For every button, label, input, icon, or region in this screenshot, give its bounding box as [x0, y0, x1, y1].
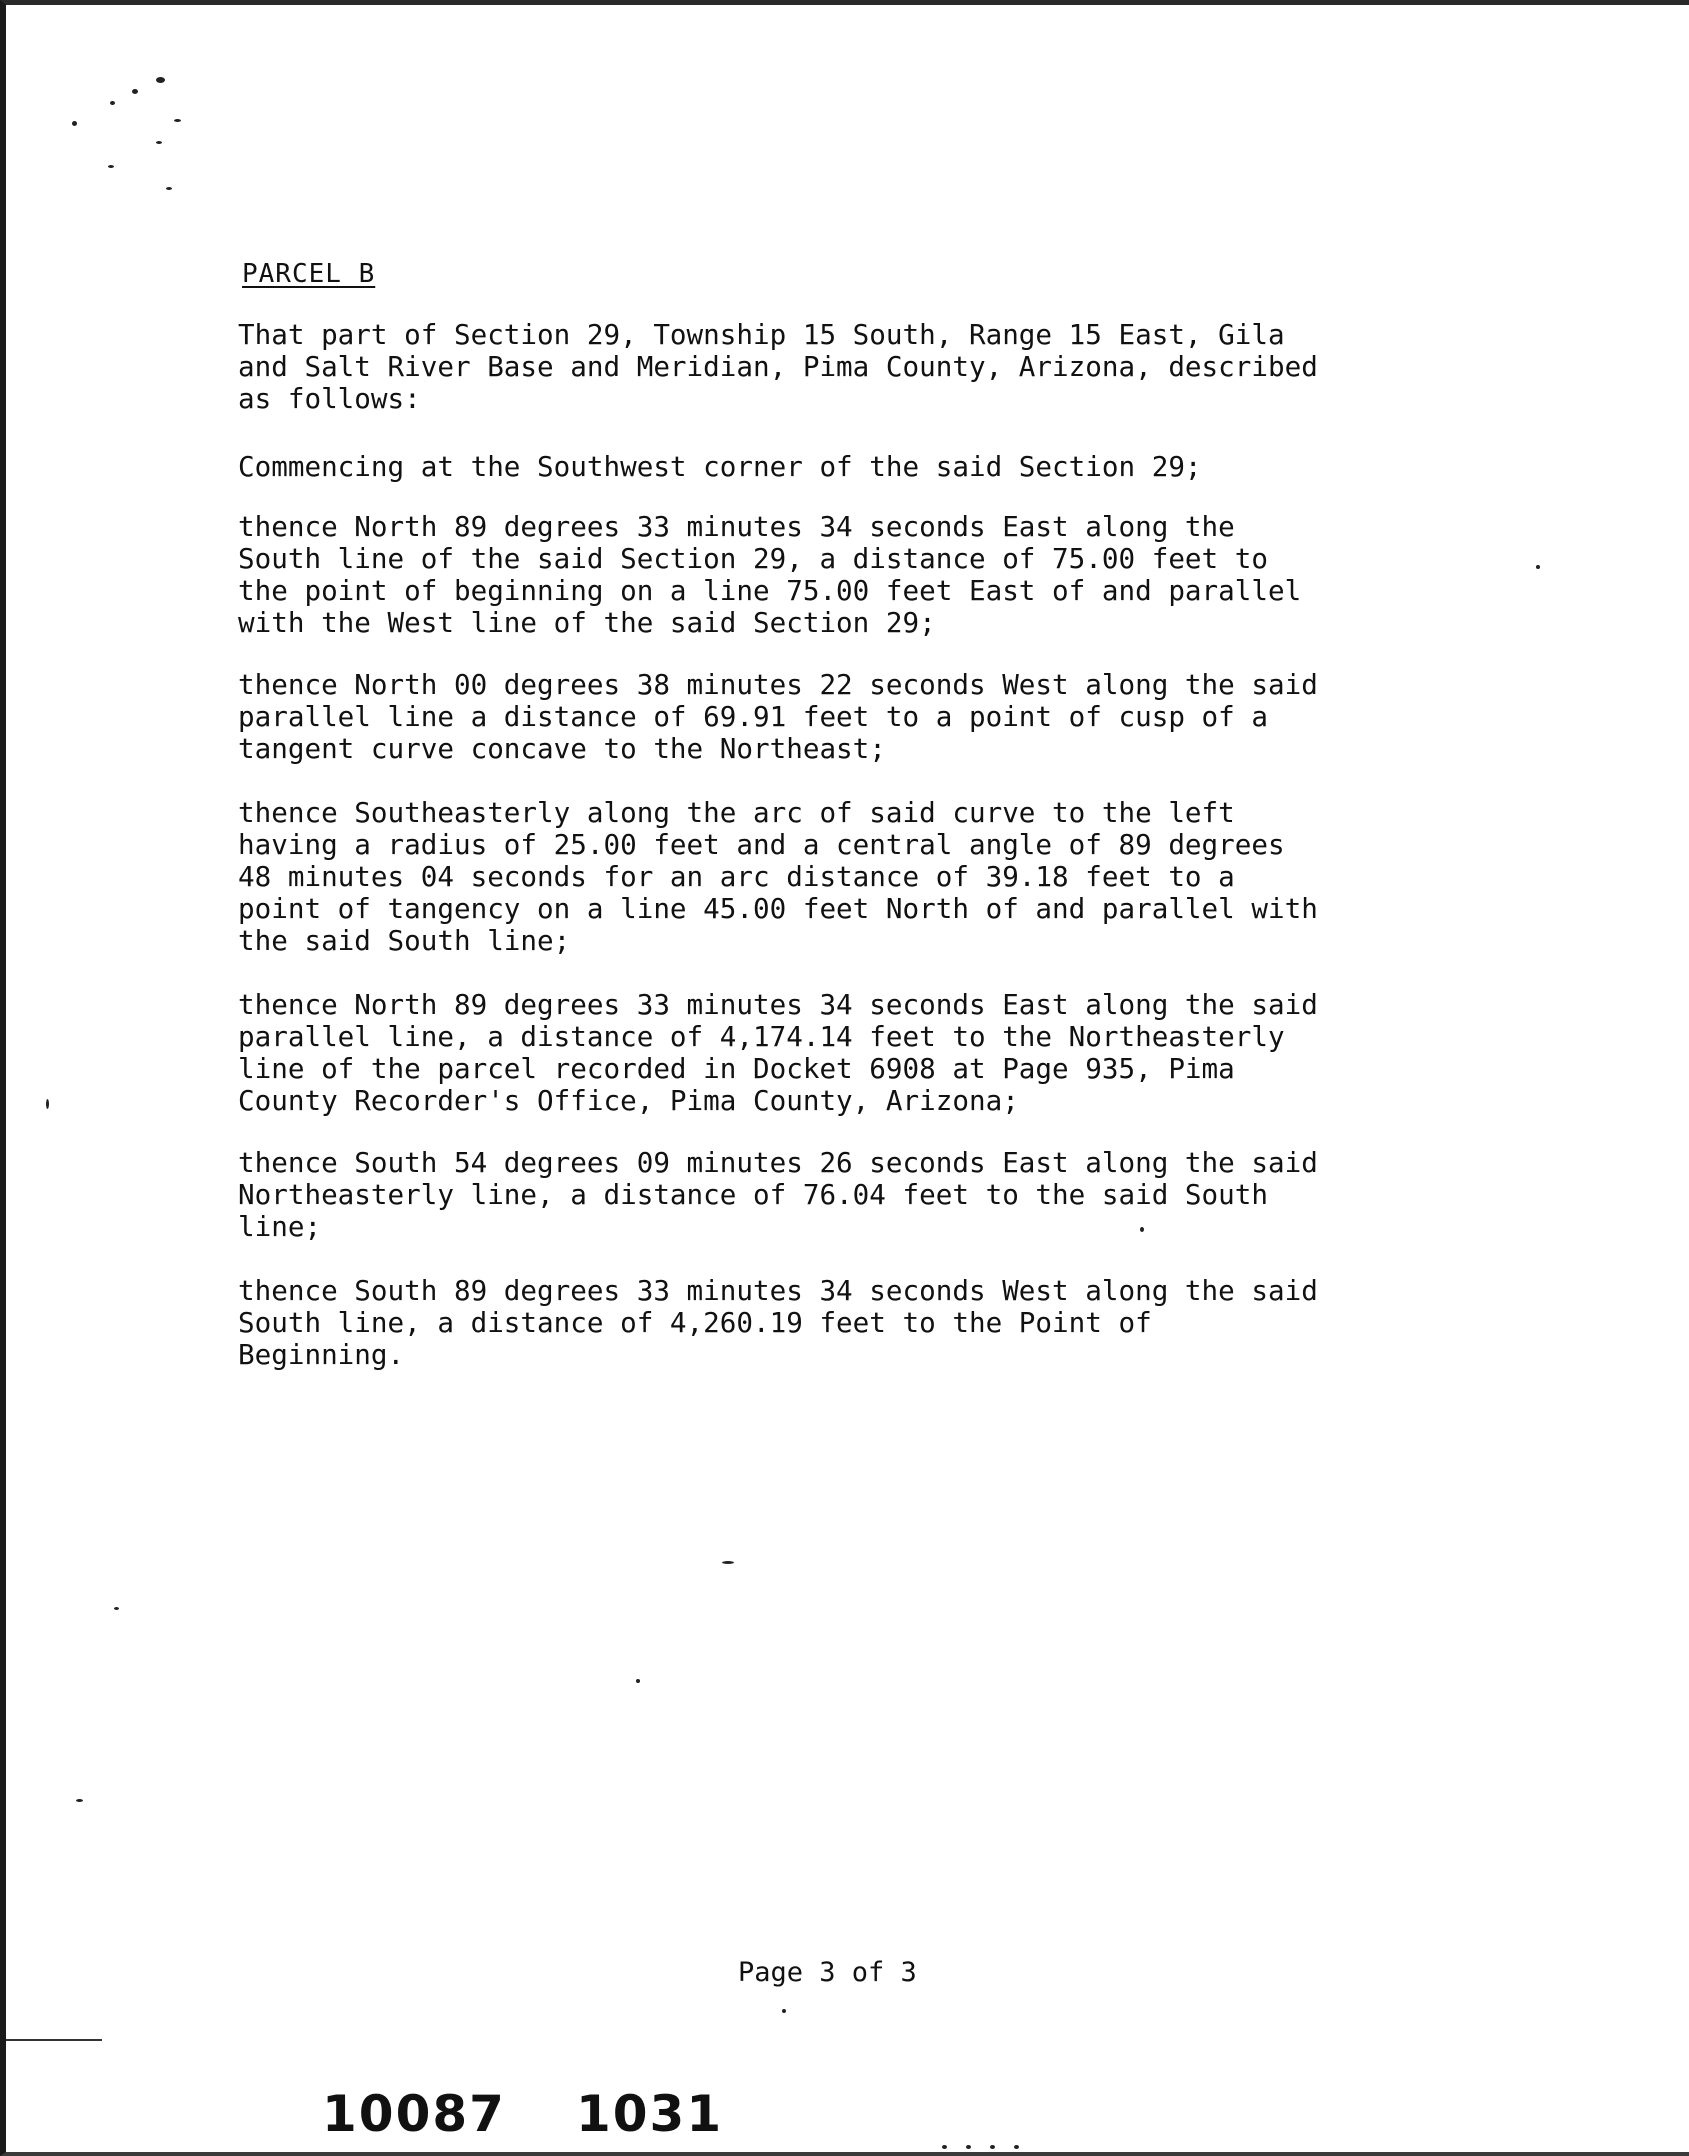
scan-speck [1536, 565, 1540, 569]
scan-speck [156, 141, 162, 144]
paragraph-course-3: thence Southeasterly along the arc of said curve to the left having a radius of 25.00 feet and a central angle of 89 degrees 48 minutes 04 seconds for an arc distance of 39.18 feet to a point of tangency on a line 45.00 feet North of and parallel with the said South line; [238, 796, 1318, 957]
scan-speck [1014, 2145, 1019, 2149]
scan-speck [942, 2145, 947, 2149]
scan-speck [108, 165, 114, 168]
scan-speck [782, 2009, 786, 2013]
stamp-docket: 10087 [322, 2085, 506, 2143]
paragraph-course-4: thence North 89 degrees 33 minutes 34 seconds East along the said parallel line, a distance of 4,174.14 feet to the Northeasterly line of the parcel recorded in Docket 6908 at Page 935, Pima County Recorder's Office, Pima County, Arizona; [238, 988, 1318, 1117]
scan-speck [72, 121, 77, 126]
parcel-heading: PARCEL B [242, 259, 376, 289]
paragraph-description: That part of Section 29, Township 15 South, Range 15 East, Gila and Salt River Base and Meridian, Pima County, Arizona, described as follows: [238, 318, 1318, 415]
scan-speck [636, 1679, 640, 1683]
scan-speck [722, 1561, 734, 1564]
scan-speck [990, 2145, 995, 2149]
paragraph-commencing: Commencing at the Southwest corner of the said Section 29; [238, 450, 1202, 483]
scan-speck [76, 1799, 83, 1802]
page-number: Page 3 of 3 [738, 1957, 917, 1988]
paragraph-course-6: thence South 89 degrees 33 minutes 34 seconds West along the said South line, a distance of 4,260.19 feet to the Point of Beginning. [238, 1274, 1318, 1371]
scan-speck [174, 119, 181, 122]
paragraph-course-5: thence South 54 degrees 09 minutes 26 seconds East along the said Northeasterly line, a distance of 76.04 feet to the said South line; [238, 1146, 1318, 1243]
paragraph-course-1: thence North 89 degrees 33 minutes 34 seconds East along the South line of the said Section 29, a distance of 75.00 feet to the point of beginning on a line 75.00 feet East of and parallel with the West line of the said Section 29; [238, 510, 1302, 639]
scan-speck [132, 89, 138, 94]
scan-speck [114, 1607, 119, 1610]
recording-stamp [322, 2085, 723, 2143]
scan-speck [166, 187, 172, 190]
margin-mark [6, 2039, 102, 2041]
scan-speck [46, 1099, 49, 1109]
paragraph-course-2: thence North 00 degrees 38 minutes 22 seconds West along the said parallel line a distance of 69.91 feet to a point of cusp of a tangent curve concave to the Northeast; [238, 668, 1318, 765]
stamp-page: 1031 [575, 2085, 724, 2143]
scan-speck [110, 101, 115, 105]
scan-speck [966, 2145, 971, 2149]
scan-speck [156, 77, 165, 83]
